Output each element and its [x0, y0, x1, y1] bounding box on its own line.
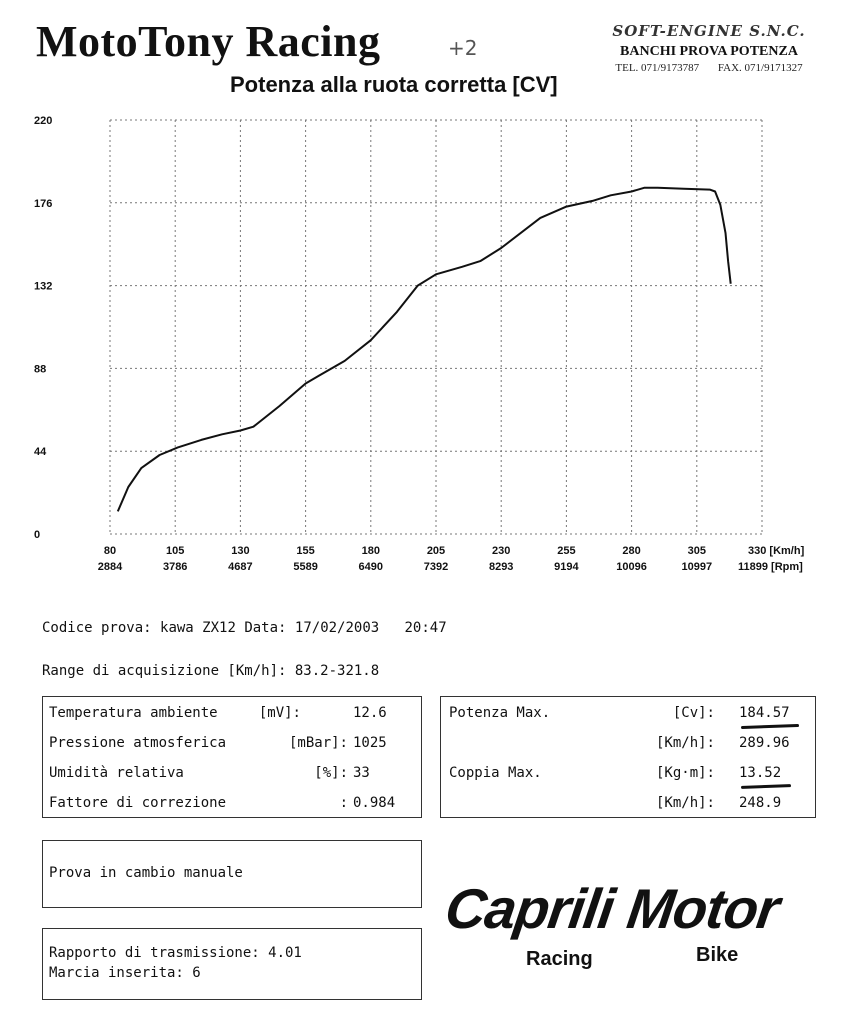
x-tick-label-kmh: 180: [361, 545, 380, 557]
company-stamp: [584, 22, 834, 74]
x-tick-label-kmh: 330 [Km/h]: [748, 545, 805, 557]
time-value: 20:47: [404, 620, 447, 636]
mode-box: [42, 840, 422, 908]
x-tick-label-rpm: 6490: [358, 561, 384, 573]
x-tick-label-kmh: 280: [622, 545, 641, 557]
x-tick-label-kmh: 80: [103, 545, 117, 557]
transmission-box: [42, 928, 422, 1000]
gear-text: Marcia inserita: 6: [49, 965, 201, 981]
company-tel: TEL. 071/9173787: [615, 62, 700, 74]
x-tick-labels: [98, 545, 805, 573]
company-contacts: [584, 62, 834, 74]
result-unit-2: [Km/h]:: [655, 735, 715, 751]
result-label-power: Potenza Max.: [449, 705, 551, 721]
chart-grid: [110, 120, 762, 534]
company-name: SOFT-ENGINE S.N.C.: [612, 22, 806, 40]
x-tick-label-rpm: 9194: [554, 561, 579, 573]
x-tick-label-kmh: 105: [166, 545, 185, 557]
y-tick-label: 44: [34, 446, 47, 459]
x-tick-label-kmh: 305: [687, 545, 706, 557]
date-value: 17/02/2003: [294, 620, 380, 636]
x-tick-label-kmh: 230: [492, 545, 511, 557]
x-tick-label-rpm: 8293: [488, 561, 514, 573]
result-value-torque-speed: 248.9: [739, 795, 782, 811]
company-description: BANCHI PROVA POTENZA: [620, 44, 798, 59]
result-unit-1: [Cv]:: [672, 705, 715, 721]
range-value: 83.2-321.8: [294, 663, 380, 679]
result-value-power: 184.57: [739, 705, 790, 721]
y-tick-labels: [34, 115, 52, 541]
cond-value-4: 0.984: [353, 795, 396, 811]
result-unit-3: [Kg·m]:: [655, 765, 715, 781]
result-unit-4: [Km/h]:: [655, 795, 715, 811]
x-tick-label-rpm: 7392: [423, 561, 449, 573]
cond-value-1: 12.6: [353, 705, 387, 721]
cond-unit-4: :: [339, 795, 348, 811]
codice-label: Codice prova:: [42, 620, 152, 636]
x-tick-label-rpm: 10096: [616, 561, 647, 573]
handwritten-underline: [741, 724, 799, 729]
run-code-line: [42, 620, 447, 636]
cond-value-3: 33: [353, 765, 370, 781]
handwritten-underline: [741, 784, 791, 789]
brand-sub-right: Bike: [696, 944, 739, 966]
x-tick-label-rpm: 4687: [228, 561, 253, 573]
x-tick-label-kmh: 255: [557, 545, 576, 557]
ratio-text: Rapporto di trasmissione: 4.01: [49, 945, 302, 961]
power-chart: [0, 100, 855, 590]
x-tick-label-rpm: 5589: [293, 561, 318, 573]
x-tick-label-kmh: 205: [426, 545, 446, 557]
cond-unit-3: [%]:: [314, 765, 348, 781]
y-tick-label: 176: [34, 197, 53, 210]
power-curve: [118, 188, 731, 512]
y-tick-label: 88: [34, 363, 47, 376]
result-label-torque: Coppia Max.: [449, 765, 542, 781]
x-tick-label-rpm: 2884: [97, 561, 123, 573]
brand-main: Caprili Motor: [441, 877, 783, 940]
chart-title: Potenza alla ruota corretta [CV]: [230, 72, 558, 97]
x-tick-label-kmh: 130: [231, 545, 250, 557]
cond-value-2: 1025: [353, 735, 387, 751]
brand-sub-left: Racing: [526, 948, 593, 970]
brand-logo: [441, 876, 826, 986]
result-value-power-speed: 289.96: [739, 735, 790, 751]
range-label: Range di acquisizione [Km/h]:: [42, 663, 287, 679]
cond-label-2: Pressione atmosferica: [49, 735, 227, 751]
cond-label-4: Fattore di correzione: [49, 795, 227, 811]
mode-text: Prova in cambio manuale: [49, 865, 243, 881]
handwritten-mark: +2: [448, 36, 478, 60]
x-tick-label-kmh: 155: [296, 545, 315, 557]
page-title: MotoTony Racing: [36, 17, 381, 66]
chart-series: [118, 188, 731, 512]
x-tick-label-rpm: 3786: [162, 561, 188, 573]
codice-value: kawa ZX12: [160, 620, 236, 636]
cond-unit-2: [mBar]:: [288, 735, 348, 751]
date-label: Data:: [244, 620, 287, 636]
company-fax: FAX. 071/9171327: [717, 62, 803, 74]
result-value-torque: 13.52: [739, 765, 782, 781]
cond-label-1: Temperatura ambiente: [49, 705, 218, 721]
x-tick-label-rpm: 10997: [681, 561, 713, 573]
cond-unit-1: [mV]:: [258, 705, 301, 721]
cond-label-3: Umidità relativa: [49, 765, 184, 781]
results-box: [440, 696, 816, 818]
x-tick-label-rpm: 11899 [Rpm]: [738, 561, 803, 573]
y-tick-label: 132: [34, 280, 53, 293]
conditions-box: [42, 696, 422, 818]
y-tick-label: 220: [34, 115, 53, 127]
range-line: [42, 663, 379, 679]
y-tick-label: 0: [34, 529, 41, 541]
